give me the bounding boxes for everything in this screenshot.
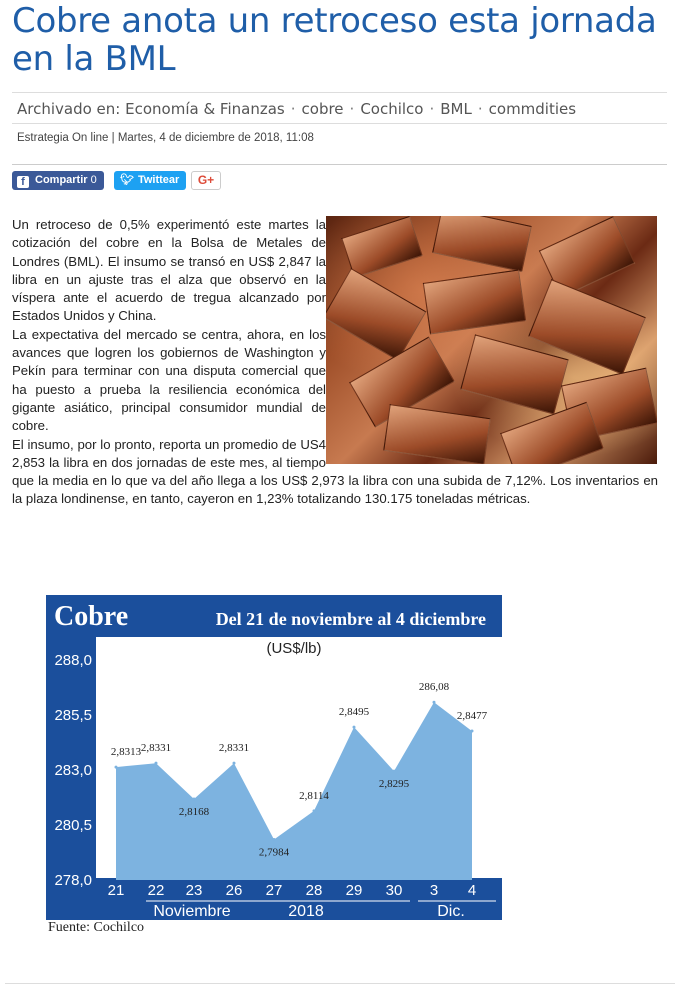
divider [12, 164, 667, 165]
article-paragraph: El insumo, por lo pronto, reporta un promedio de US4 2,853 la libra en dos jornadas de este mes, al tiempo que la media en lo que va del año llega a los US$ 2,973 la libra con una subida de 7,12%. Los inventarios en la plaza londinense, en tanto, cayeron en 1,23% totalizando 130.175 toneladas métricas. [12, 436, 658, 507]
data-point [115, 766, 118, 769]
data-point [155, 762, 158, 765]
x-tick-label: 29 [345, 882, 363, 899]
article-body [12, 216, 658, 509]
archive-label: Archivado en: [17, 100, 121, 118]
tag-link[interactable]: BML [440, 100, 472, 118]
data-point [471, 730, 474, 733]
twitter-share-label: Twittear [137, 174, 180, 186]
x-tick-label: 23 [185, 882, 203, 899]
chart-svg [46, 595, 502, 925]
twitter-bird-icon: 🐦︎ [120, 174, 134, 186]
copper-price-chart [46, 595, 502, 941]
x-group-label: 2018 [288, 903, 324, 920]
article-byline: Estrategia On line | Martes, 4 de diciembre de 2018, 11:08 [17, 132, 314, 144]
data-point [273, 838, 276, 841]
data-point [433, 701, 436, 704]
x-tick-label: 28 [305, 882, 323, 899]
article-paragraph: Un retroceso de 0,5% experimentó este martes la cotización del cobre en la Bolsa de Metales de Londres (BML). El insumo se transó en US$ 2,847 la libra en un ajuste tras el alza que observó en la víspera ante el acuerdo de tregua alcanzado por Estados Unidos y China. [12, 217, 326, 324]
data-point [313, 809, 316, 812]
facebook-icon: f [17, 176, 29, 188]
x-tick-label: 30 [385, 882, 403, 899]
data-point [353, 726, 356, 729]
data-point [233, 762, 236, 765]
data-point [193, 798, 196, 801]
data-label: 2,8331 [140, 742, 172, 755]
data-label: 2,8295 [378, 778, 410, 791]
divider [5, 983, 675, 984]
data-label: 2,7984 [258, 846, 290, 859]
x-tick-label: 4 [467, 882, 477, 899]
chart-unit: (US$/lb) [266, 640, 322, 657]
x-tick-label: 26 [225, 882, 243, 899]
archive-tags-bar: Archivado en: Economía & Finanzas · cobre · Cochilco · BML · commdities [12, 92, 667, 124]
tag-link[interactable]: cobre [301, 100, 344, 118]
facebook-share-button[interactable] [12, 171, 104, 190]
data-label: 2,8331 [218, 742, 250, 755]
data-label: 2,8168 [178, 806, 210, 819]
chart-source: Fuente: Cochilco [48, 920, 145, 935]
tag-link[interactable]: Economía & Finanzas [125, 100, 285, 118]
twitter-share-button[interactable] [114, 171, 186, 190]
google-plus-share-button[interactable] [191, 171, 221, 190]
chart-subtitle: Del 21 de noviembre al 4 diciembre [215, 609, 486, 629]
y-tick-label: 280,5 [54, 817, 92, 834]
byline-source: Estrategia On line [17, 132, 109, 144]
article-paragraph: La expectativa del mercado se centra, ahora, en los avances que logren los gobiernos de Washington y Pekín para terminar con una disputa comercial que ha puesto a prueba la resiliencia económica del gigante asiático, principal consumidor mundial de cobre. [12, 326, 326, 434]
x-tick-label: 3 [429, 882, 439, 899]
facebook-share-count: 0 [90, 174, 97, 186]
y-tick-label: 278,0 [54, 872, 92, 889]
chart-title: Cobre [54, 601, 129, 632]
data-point [393, 770, 396, 773]
x-group-label: Noviembre [153, 903, 231, 920]
y-tick-label: 288,0 [54, 652, 92, 669]
data-label: 2,8313 [110, 746, 142, 759]
google-plus-icon: G+ [197, 173, 215, 187]
x-tick-label: 27 [265, 882, 283, 899]
byline-date: Martes, 4 de diciembre de 2018, 11:08 [117, 132, 314, 144]
tag-link[interactable]: Cochilco [360, 100, 424, 118]
data-label: 286,08 [418, 681, 450, 694]
data-label: 2,8477 [456, 710, 488, 723]
y-tick-label: 285,5 [54, 707, 92, 724]
data-label: 2,8114 [299, 789, 329, 802]
x-tick-label: 21 [107, 882, 125, 899]
x-tick-label: 22 [147, 882, 165, 899]
article-title: Cobre anota un retroceso esta jornada en la BML [12, 1, 657, 79]
data-label: 2,8495 [338, 706, 370, 719]
y-tick-label: 283,0 [54, 762, 92, 779]
tag-link[interactable]: commdities [488, 100, 577, 118]
facebook-share-label: Compartir [35, 174, 88, 186]
x-group-label: Dic. [437, 903, 465, 920]
